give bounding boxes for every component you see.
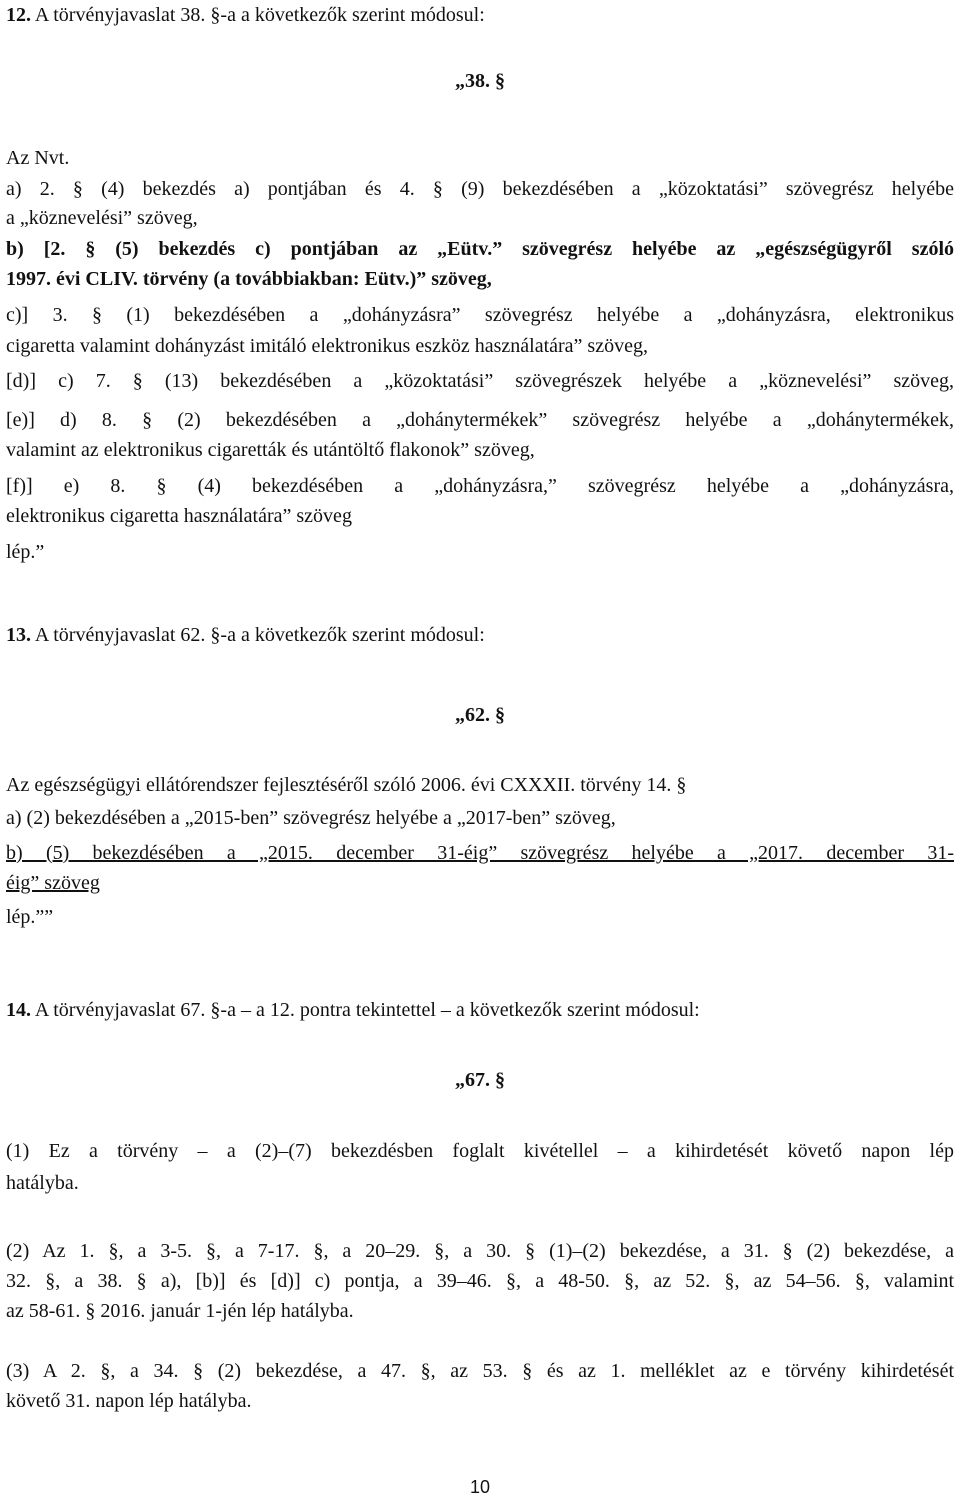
text-line: éig” szöveg bbox=[6, 872, 100, 894]
text-line: [f)] e) 8. § (4) bekezdésében a „dohányzásra,” szövegrész helyébe a „dohányzásra, bbox=[6, 475, 954, 497]
text-line: a) 2. § (4) bekezdés a) pontjában és 4. § (9) bekezdésében a „közoktatási” szövegrész helyébe bbox=[6, 178, 954, 200]
section-title-38: „38. § bbox=[455, 70, 505, 92]
text-line: (1) Ez a törvény – a (2)–(7) bekezdésben foglalt kivétellel – a kihirdetését követő napon lép bbox=[6, 1140, 954, 1162]
text-line: 32. §, a 38. § a), [b)] és [d)] c) pontja, a 39–46. §, a 48-50. §, az 52. §, az 54–56. §, valamint bbox=[6, 1270, 954, 1292]
text-line: Az Nvt. bbox=[6, 147, 70, 169]
text-line: [d)] c) 7. § (13) bekezdésében a „közoktatási” szövegrészek helyébe a „köznevelési” szöveg, bbox=[6, 370, 954, 392]
page-number: 10 bbox=[469, 1477, 491, 1497]
item-heading-text: A törvényjavaslat 67. §-a – a 12. pontra tekintettel – a következők szerint módosul: bbox=[31, 999, 700, 1021]
section-title-62: „62. § bbox=[455, 704, 505, 726]
text-line: [e)] d) 8. § (2) bekezdésében a „dohánytermékek” szövegrész helyébe a „dohánytermékek, bbox=[6, 409, 954, 431]
text-line: követő 31. napon lép hatályba. bbox=[6, 1390, 252, 1412]
text-line: lép.”” bbox=[6, 906, 54, 928]
text-line: c)] 3. § (1) bekezdésében a „dohányzásra” szövegrész helyébe a „dohányzásra, elektronikus bbox=[6, 304, 954, 326]
item-number: 14. bbox=[6, 999, 31, 1021]
text-line: cigaretta valamint dohányzást imitáló elektronikus eszköz használatára” szöveg, bbox=[6, 335, 648, 357]
text-line: b) (5) bekezdésében a „2015. december 31-éig” szövegrész helyébe a „2017. december 31- bbox=[6, 842, 954, 864]
item-number: 13. bbox=[6, 624, 31, 646]
text-line: lép.” bbox=[6, 541, 45, 563]
item-heading-14 bbox=[6, 995, 954, 1025]
text-line: Az egészségügyi ellátórendszer fejlesztéséről szóló 2006. évi CXXXII. törvény 14. § bbox=[6, 774, 687, 796]
text-line: 1997. évi CLIV. törvény (a továbbiakban: Eütv.)” szöveg, bbox=[6, 268, 492, 290]
text-line: (3) A 2. §, a 34. § (2) bekezdése, a 47. §, az 53. § és az 1. melléklet az e törvény kihirdetését bbox=[6, 1360, 954, 1382]
text-line: elektronikus cigaretta használatára” szöveg bbox=[6, 505, 352, 527]
text-line: az 58-61. § 2016. január 1-jén lép hatályba. bbox=[6, 1300, 354, 1322]
text-line: hatályba. bbox=[6, 1172, 79, 1194]
section-title-67: „67. § bbox=[455, 1069, 505, 1091]
item-heading-12 bbox=[6, 0, 954, 30]
item-heading-13 bbox=[6, 620, 954, 650]
text-line: (2) Az 1. §, a 3-5. §, a 7-17. §, a 20–29. §, a 30. § (1)–(2) bekezdése, a 31. § (2) bekezdése, a bbox=[6, 1240, 954, 1262]
text-line: valamint az elektronikus cigaretták és utántöltő flakonok” szöveg, bbox=[6, 439, 535, 461]
item-heading-text: A törvényjavaslat 62. §-a a következők szerint módosul: bbox=[31, 624, 485, 646]
text-line: b) [2. § (5) bekezdés c) pontjában az „Eütv.” szövegrész helyébe az „egészségügyről szóló bbox=[6, 238, 954, 260]
item-heading-text: A törvényjavaslat 38. §-a a következők szerint módosul: bbox=[31, 4, 485, 26]
text-line: a) (2) bekezdésében a „2015-ben” szövegrész helyébe a „2017-ben” szöveg, bbox=[6, 807, 616, 829]
text-line: a „köznevelési” szöveg, bbox=[6, 207, 198, 229]
item-number: 12. bbox=[6, 4, 31, 26]
